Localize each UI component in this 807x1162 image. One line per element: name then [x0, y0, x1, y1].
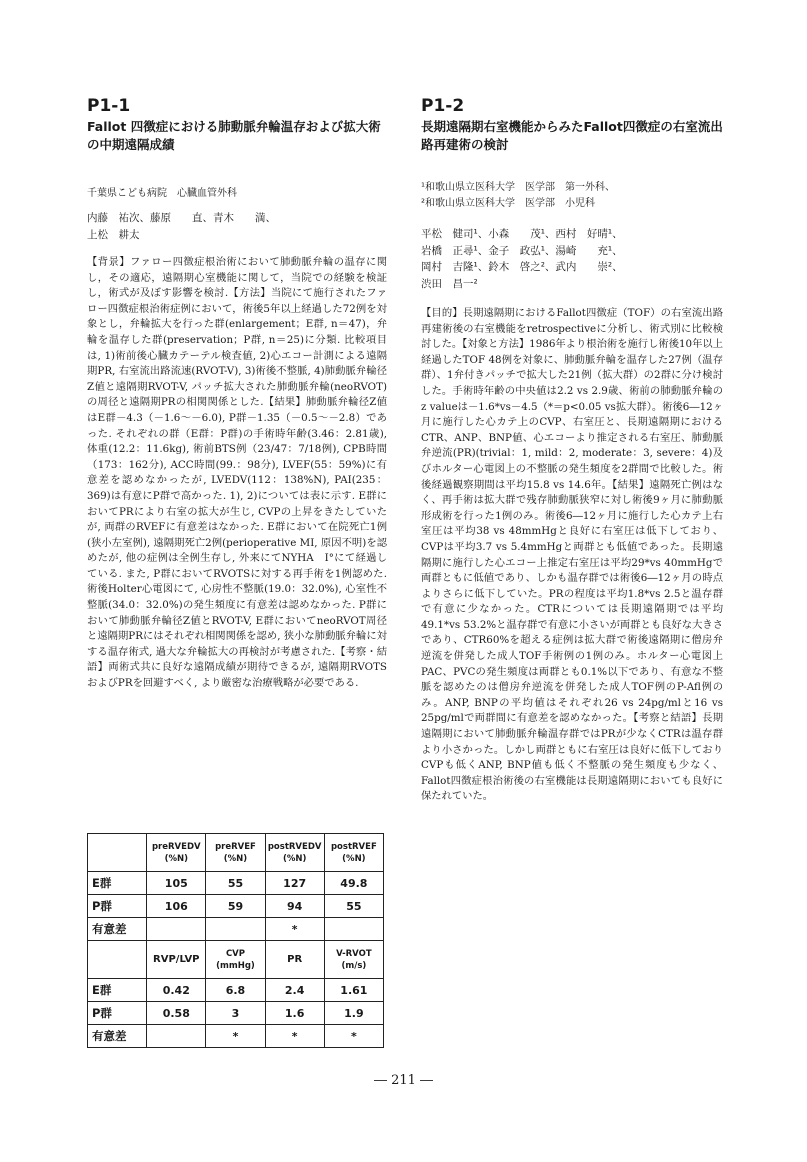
table-header-cell: [88, 941, 147, 979]
table-cell: 1.9: [324, 1002, 383, 1025]
abstract-p1-1: [87, 96, 387, 692]
table-header-row: [88, 941, 384, 979]
table-header-cell: preRVEF (%N): [206, 834, 265, 872]
author-line: 岩橋 正尋¹、金子 政弘¹、湯崎 充¹、: [421, 244, 623, 257]
abstract-id: P1-2: [421, 96, 465, 116]
table-row: [88, 1002, 384, 1025]
table-cell: 1.61: [324, 979, 383, 1002]
table-row: [88, 895, 384, 918]
table-cell: 1.6: [265, 1002, 324, 1025]
abstract-id: P1-1: [87, 96, 131, 116]
table-header-cell: CVP (mmHg): [206, 941, 265, 979]
table-header-cell: V-RVOT (m/s): [324, 941, 383, 979]
table-row: [88, 979, 384, 1002]
table-cell: *: [206, 1025, 265, 1048]
abstract-title: Fallot 四徴症における肺動脈弁輪温存および拡大術の中期遠隔成績: [87, 119, 381, 152]
table-row-label: P群: [88, 1002, 147, 1025]
table-cell: 0.42: [147, 979, 206, 1002]
table-cell: 0.58: [147, 1002, 206, 1025]
table-cell: 3: [206, 1002, 265, 1025]
table-cell: 55: [206, 872, 265, 895]
page-number: ― 211 ―: [373, 1073, 434, 1088]
table-row: [88, 1025, 384, 1048]
table-header-cell: postRVEDV (%N): [265, 834, 324, 872]
table-cell: [147, 918, 206, 941]
abstract-body: 【背景】ファロー四徴症根治術において肺動脈弁輪の温存に関し，その適応，遠隔期心室機能に関して，当院での経験を検証し，術式が及ぼす影響を検討.【方法】当院にて施行されたファロー四徴症根治術症例において，術後5年以上経過した72例を対象とし，弁輪拡大を行った群(enlargement；E群, n＝47)，弁輪を温存した群(preservation；P群, n＝25)に分類. 比較項目は, 1)術前後心臓カテーテル検査値, 2)心エコー計測による遠隔期PR, 右室流出路流速(RVOT-V), 3)術後不整脈, 4)肺動脈弁輪径Z値と遠隔期RVOT-V, パッチ拡大された肺動脈弁輪(neoRVOT)の周径と遠隔期PRの相関関係とした.【結果】肺動脈弁輪径Z値はE群－4.3（－1.6～－6.0), P群－1.35（－0.5～－2.8）であった. それぞれの群（E群：P群)の手術時年齢(3.46：2.81歳), 体重(12.2：11.6kg), 術前BTS例（23/47：7/18例), CPB時間（173：162分), ACC時間(99.：98分), LVEF(55：59%)に有意差を認めなかったが, LVEDV(112：138%N), PAI(235：369)は有意にP群で高かった. 1), 2)については表に示す. E群においてPRにより右室の拡大が生じ, CVPの上昇をきたしていたが, 両群のRVEFに有意差はなかった. E群において在院死亡1例(狭小左室例), 遠隔期死亡2例(perioperative MI, 原因不明)を認めたが, 他の症例は全例生存し, 外来にてNYHA I°にて経過している. また, P群においてRVOTSに対する再手術を1例認めた. 術後Holter心電図にて, 心房性不整脈(19.0：32.0%), 心室性不整脈(34.0：32.0%)の発生頻度に有意差は認めなかった. P群において肺動脈弁輪径Z値とRVOT-V, E群においてneoRVOT周径と遠隔期PRにはそれぞれ相関関係を認め, 狭小な肺動脈弁輪に対する温存術式, 過大な弁輪拡大の再検討が考慮された.【考察・結語】両術式共に良好な遠隔成績が期待できるが, 遠隔期RVOTSおよびPRを回避すべく, より厳密な治療戦略が必要である.: [87, 256, 387, 690]
table-cell: [147, 1025, 206, 1048]
abstract-title: 長期遠隔期右室機能からみたFallot四徴症の右室流出路再建術の検討: [421, 119, 723, 152]
affiliation-line: ²和歌山県立医科大学 医学部 小児科: [421, 198, 596, 209]
table-cell: 127: [265, 872, 324, 895]
abstract-body: 【目的】長期遠隔期におけるFallot四徴症（TOF）の右室流出路再建術後の右室機能をretrospectiveに分析し、術式別に比較検討した。【対象と方法】1986年より根治術を施行し術後10年以上経過したTOF 48例を対象に、肺動脈弁輪を温存した27例（温存群）、1弁付きパッチで拡大した21例（拡大群）の2群に分け検討した。手術時年齢の中央値は2.2 vs 2.9歳、術前の肺動脈弁輪のz valueは－1.6*vs－4.5（*＝p<0.05 vs拡大群）。術後6―12ヶ月に施行した心カテ上のCVP、右室圧と、長期遠隔期におけるCTR、ANP、BNP値、心エコーより推定される右室圧、肺動脈弁逆流(PR)(trivial：1, mild：2, moderate：3, severe：4)及びホルター心電図上の不整脈の発生頻度を2群間で比較した。術後経過観察期間は平均15.8 vs 14.6年。【結果】遠隔死亡例はなく、再手術は拡大群で残存肺動脈狭窄に対し術後9ヶ月に肺動脈形成術を行った1例のみ。術後6―12ヶ月に施行した心カテ上右室圧は平均38 vs 48mmHgと良好に右室圧は低下しており、CVPは平均3.7 vs 5.4mmHgと両群とも低値であった。長期遠隔期に施行した心エコー上推定右室圧は平均29*vs 40mmHgで両群ともに低値であり、しかも温存群では術後6―12ヶ月の時点よりさらに低下していた。PRの程度は平均1.8*vs 2.5と温存群で有意に少なかった。CTRについては長期遠隔期では平均49.1*vs 53.2%と温存群で有意に小さいが両群とも良好な大きさであり、CTR60%を超える症例は拡大群で術後遠隔期に僧房弁逆流を併発した成人TOF手術例の1例のみ。ホルター心電図上PAC、PVCの発生頻度は両群とも0.1%以下であり、有意な不整脈を認めたのは僧房弁逆流を併発した成人TOF例のP-Afl例のみ。ANP, BNPの平均値はそれぞれ26 vs 24pg/mlと16 vs 25pg/mlで両群間に有意差を認めなかった。【考察と結語】長期遠隔期において肺動脈弁輪温存群ではPRが少なくCTRは温存群より小さかった。しかし両群ともに右室圧は良好に低下しておりCVPも低くANP, BNP値も低く不整脈の発生頻度も少なく、Fallot四徴症根治術後の右室機能は長期遠隔期においても良好に保たれていた。: [421, 307, 724, 803]
table-header-cell: PR: [265, 941, 324, 979]
table-row-label: 有意差: [88, 918, 147, 941]
affiliation: 千葉県こども病院 心臓血管外科: [87, 188, 237, 199]
table-cell: 49.8: [324, 872, 383, 895]
table-row-label: E群: [88, 979, 147, 1002]
table-cell: 59: [206, 895, 265, 918]
author-line: 上松 耕太: [87, 228, 140, 241]
table-row-label: E群: [88, 872, 147, 895]
table-cell: 94: [265, 895, 324, 918]
author-line: 内藤 祐次、藤原 直、青木 満、: [87, 212, 276, 224]
table-row: [88, 872, 384, 895]
table-cell: 106: [147, 895, 206, 918]
abstract-p1-2: [421, 96, 723, 805]
table-header-row: [88, 834, 384, 872]
table-header-cell: RVP/LVP: [147, 941, 206, 979]
authors: [421, 226, 723, 292]
table-cell: 55: [324, 895, 383, 918]
table-cell: *: [265, 1025, 324, 1048]
table-cell: 6.8: [206, 979, 265, 1002]
table-row-label: P群: [88, 895, 147, 918]
authors: [87, 210, 387, 243]
table-header-cell: [88, 834, 147, 872]
table-cell: [324, 918, 383, 941]
table-header-cell: postRVEF (%N): [324, 834, 383, 872]
table-row-label: 有意差: [88, 1025, 147, 1048]
table-cell: 105: [147, 872, 206, 895]
table-cell: [206, 918, 265, 941]
table-cell: *: [324, 1025, 383, 1048]
table-cell: *: [265, 918, 324, 941]
affiliations: [421, 180, 723, 212]
author-line: 平松 健司¹、小森 茂¹、西村 好晴¹、: [421, 228, 623, 240]
author-line: 渋田 昌一²: [421, 277, 478, 290]
results-table: [87, 833, 384, 1048]
table-header-cell: preRVEDV (%N): [147, 834, 206, 872]
table-row: [88, 918, 384, 941]
table-cell: 2.4: [265, 979, 324, 1002]
affiliation-line: ¹和歌山県立医科大学 医学部 第一外科、: [421, 182, 616, 193]
author-line: 岡村 吉隆¹、鈴木 啓之²、武内 崇²、: [421, 261, 623, 273]
